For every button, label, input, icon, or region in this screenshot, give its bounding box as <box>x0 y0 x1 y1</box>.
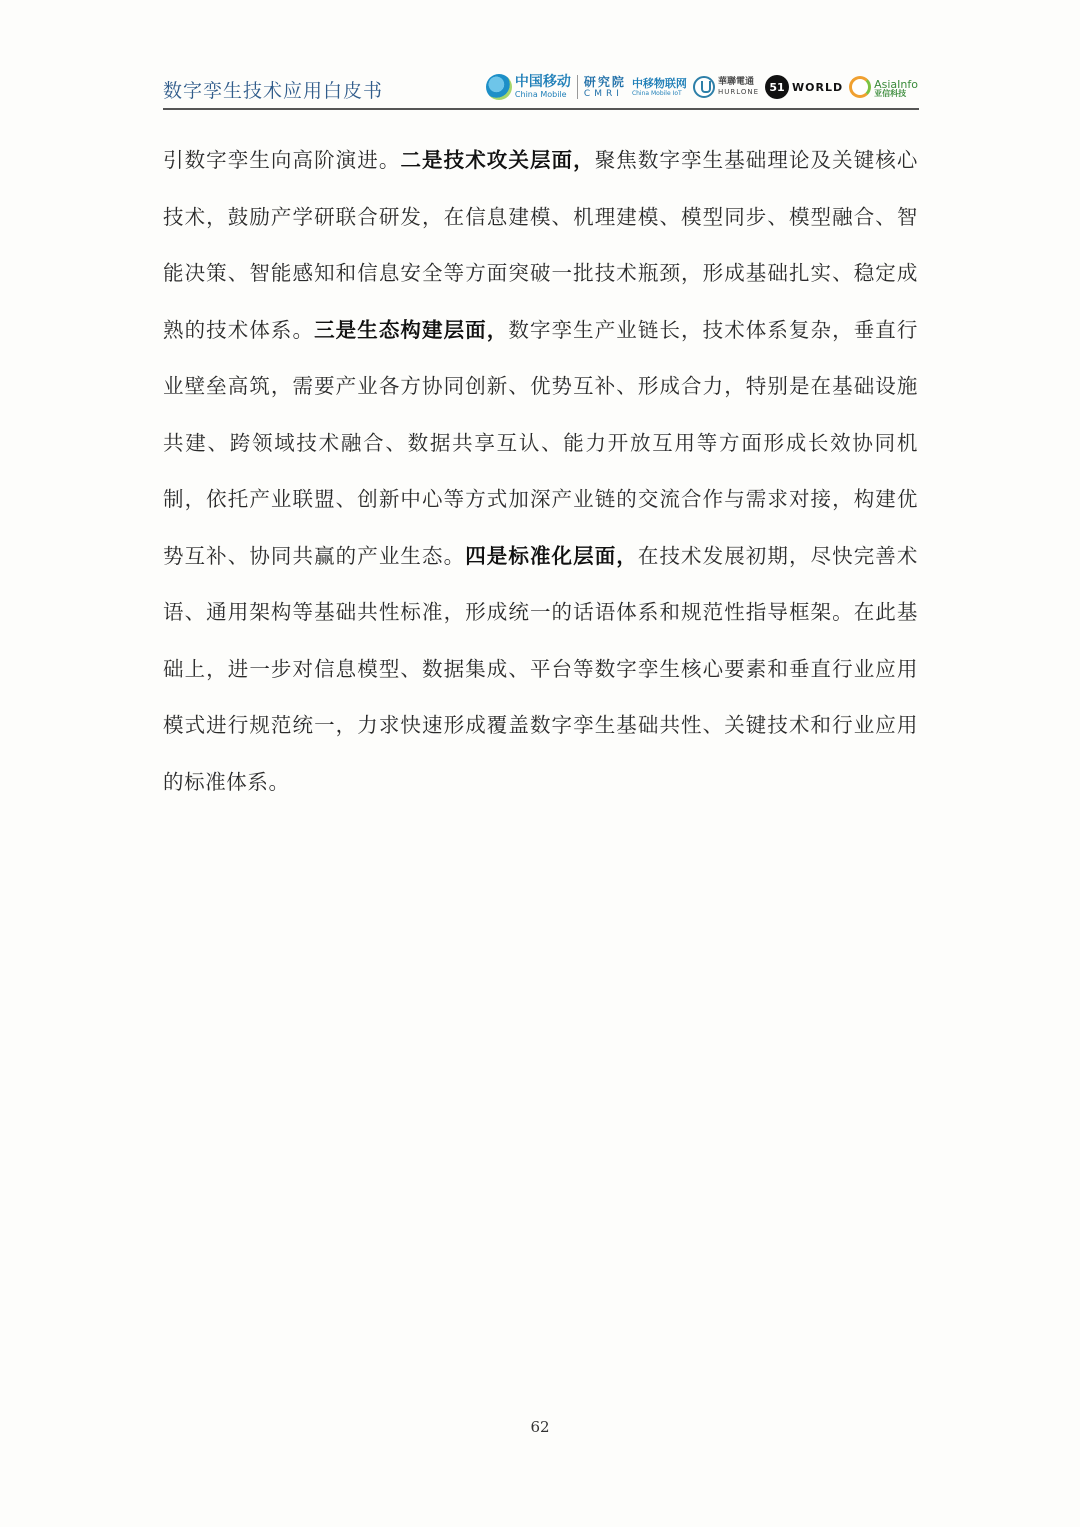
body-text-segment: 引数字孪生向高阶演进。 <box>163 148 401 172</box>
logo-divider <box>577 75 578 99</box>
china-mobile-icon <box>486 74 512 100</box>
bold-heading-standardization: 四是标准化层面， <box>465 543 638 568</box>
iot-logo-zh: 中移物联网 <box>631 76 687 90</box>
asiainfo-logo-zh: 亚信科技 <box>874 88 907 98</box>
asiainfo-icon <box>849 76 871 98</box>
header-divider <box>163 108 919 110</box>
hurlone-logo <box>693 76 759 98</box>
asiainfo-logo-en: AsiaInfo <box>874 77 918 91</box>
hurlone-icon <box>693 76 715 98</box>
bold-heading-tech: 二是技术攻关层面， <box>400 148 595 172</box>
hurlone-logo-en: HURLONE <box>717 88 760 96</box>
page-number: 62 <box>530 1418 550 1436</box>
partner-logos <box>486 70 918 104</box>
51world-logo <box>765 75 843 99</box>
cmri-logo-en: CMRI <box>583 88 623 99</box>
cmri-logo <box>584 76 626 99</box>
body-text-segment: 数字孪生产业链长，技术体系复杂，垂直行业壁垒高筑，需要产业各方协同创新、优势互补、形成合力，特别是在基础设施共建、跨领域技术融合、数据共享互认、能力开放互用等方面形成长效协同机制，依托产业联盟、创新中心等方式加深产业链的交流合作与需求对接，构建优势互补、协同共赢的产业生态。 <box>163 317 918 568</box>
51world-icon: 51 <box>765 75 789 99</box>
china-mobile-logo <box>486 74 571 100</box>
header-title: 数字孪生技术应用白皮书 <box>163 80 384 102</box>
china-mobile-iot-logo <box>632 78 687 97</box>
asiainfo-logo <box>849 76 918 98</box>
51world-logo-word: WORLD <box>792 80 844 94</box>
china-mobile-logo-en: China Mobile <box>514 90 567 99</box>
bold-heading-ecosystem: 三是生态构建层面， <box>314 317 509 342</box>
iot-logo-en: China Mobile IoT <box>631 89 682 97</box>
body-text-segment: 聚焦数字孪生基础理论及关键核心技术，鼓励产学研联合研发，在信息建模、机理建模、模型同步、模型融合、智能决策、智能感知和信息安全等方面突破一批技术瓶颈，形成基础扎实、稳定成熟的技术体系。 <box>163 148 918 342</box>
body-paragraph <box>163 132 918 810</box>
china-mobile-logo-zh: 中国移动 <box>514 74 571 90</box>
hurlone-logo-zh: 華聯電通 <box>717 77 754 87</box>
cmri-logo-zh: 研究院 <box>583 74 626 89</box>
body-text-segment: 在技术发展初期，尽快完善术语、通用架构等基础共性标准，形成统一的话语体系和规范性指导框架。在此基础上，进一步对信息模型、数据集成、平台等数字孪生核心要素和垂直行业应用模式进行规范统一，力求快速形成覆盖数字孪生基础共性、关键技术和行业应用的标准体系。 <box>163 543 918 794</box>
page-header <box>163 66 918 108</box>
